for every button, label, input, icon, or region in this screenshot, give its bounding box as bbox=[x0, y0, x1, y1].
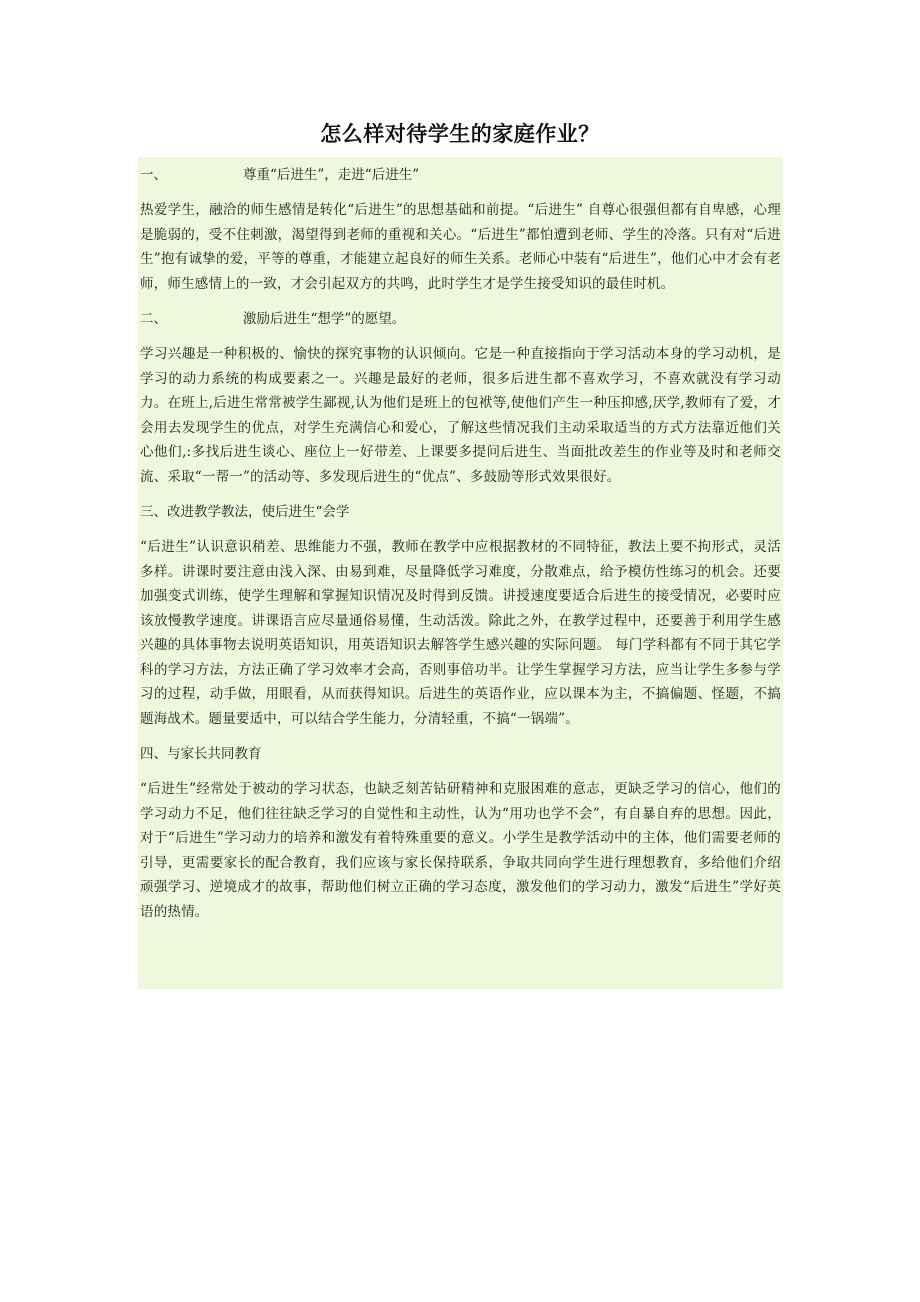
section-paragraph-3: “后进生”认识意识稍差、思维能力不强，教师在教学中应根据教材的不同特征，教法上要不拘形式，灵活多样。讲课时要注意由浅入深、由易到难，尽量降低学习难度，分散难点，给予模仿性练习的机会。还要加强变式训练，使学生理解和掌握知识情况及时得到反馈。讲授速度要适合后进生的接受情况，必要时应该放慢教学速度。讲课语言应尽量通俗易懂，生动活泼。除此之外，在教学过程中，还要善于利用学生感兴趣的具体事物去说明英语知识，用英语知识去解答学生感兴趣的实际问题。 每门学科都有不同于其它学科的学习方法，方法正确了学习效率才会高，否则事倍功半。让学生掌握学习方法，应当让学生多参与学习的过程，动手做，用眼看，从而获得知识。后进生的英语作业，应以课本为主，不搞偏题、怪题，不搞题海战术。题量要适中，可以结合学生能力，分清轻重，不搞“一锅端”。 bbox=[140, 539, 781, 727]
section-title-3: 三、改进教学教法，使后进生“会学 bbox=[140, 504, 350, 520]
section-heading-1 bbox=[140, 163, 781, 187]
section-number-2: 二、 bbox=[140, 311, 167, 327]
section-title-1: 尊重“后进生”，走进“后进生” bbox=[243, 167, 420, 183]
section-heading-4 bbox=[140, 742, 781, 766]
section-paragraph-2: 学习兴趣是一种积极的、愉快的探究事物的认识倾向。它是一种直接指向于学习活动本身的学习动机，是学习的动力系统的构成要素之一。兴趣是最好的老师，很多后进生都不喜欢学习，不喜欢就没有学习动力。在班上,后进生常常被学生鄙视,认为他们是班上的包袱等,使他们产生一种压抑感,厌学,教师有了爱，才会用去发现学生的优点，对学生充满信心和爱心，了解这些情况我们主动采取适当的方式方法靠近他们关心他们,:多找后进生谈心、座位上一好带差、上课要多提问后进生、当面批改差生的作业等及时和老师交流、采取“一帮一”的活动等、多发现后进生的“优点”、多鼓励等形式效果很好。 bbox=[140, 346, 781, 485]
section-title-2: 激励后进生“想学”的愿望。 bbox=[243, 311, 406, 327]
page-title: 怎么样对待学生的家庭作业？ bbox=[320, 122, 600, 146]
section-number-1: 一、 bbox=[140, 167, 167, 183]
section-paragraph-4: “后进生”经常处于被动的学习状态，也缺乏刻苦钻研精神和克服困难的意志，更缺乏学习的信心，他们的学习动力不足，他们往往缺乏学习的自觉性和主动性，认为“用功也学不会”，有自暴自弃的思想。因此，对于“后进生”学习动力的培养和激发有着特殊重要的意义。小学生是教学活动中的主体，他们需要老师的引导，更需要家长的配合教育，我们应该与家长保持联系，争取共同向学生进行理想教育，多给他们介绍顽强学习、逆境成才的故事，帮助他们树立正确的学习态度，激发他们的学习动力，激发“后进生”学好英语的热情。 bbox=[140, 781, 781, 920]
section-heading-2 bbox=[140, 307, 781, 331]
section-title-4: 四、与家长共同教育 bbox=[140, 746, 262, 762]
section-paragraph-1: 热爱学生，融洽的师生感情是转化“后进生”的思想基础和前提。“后进生” 自尊心很强但都有自卑感，心理是脆弱的，受不住刺激，渴望得到老师的重视和关心。“后进生”都怕遭到老师、学生的冷落。只有对“后进生”抱有诚挚的爱，平等的尊重，才能建立起良好的师生关系。老师心中装有“后进生”，他们心中才会有老师，师生感情上的一致，才会引起双方的共鸣，此时学生才是学生接受知识的最佳时机。 bbox=[140, 202, 781, 292]
document-body bbox=[138, 157, 783, 989]
section-heading-3 bbox=[140, 500, 781, 524]
